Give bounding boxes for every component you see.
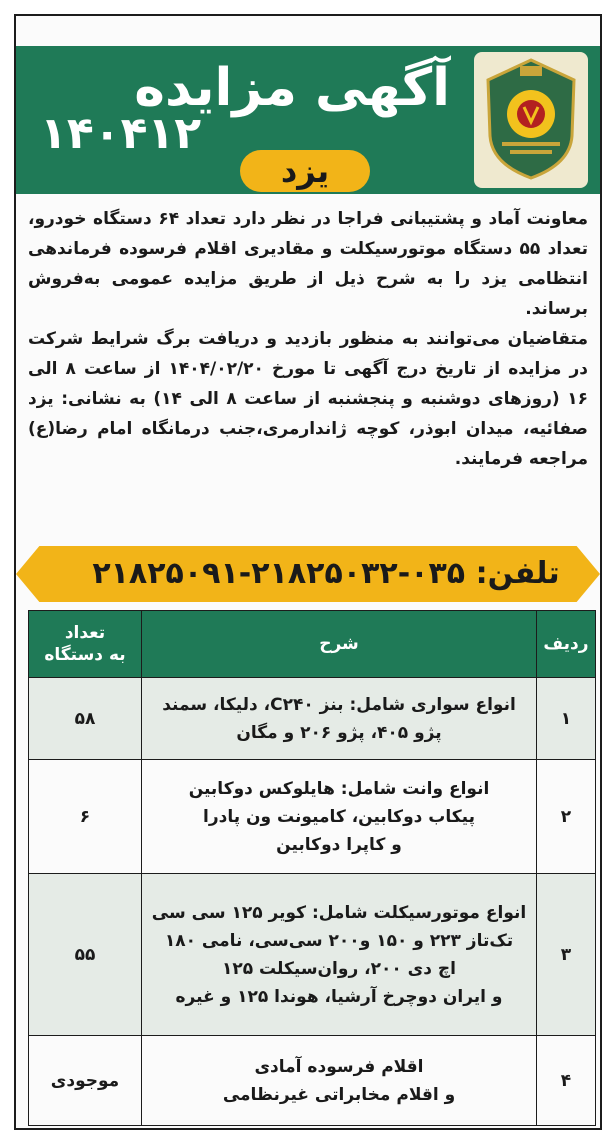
- description-line: اچ دی ۲۰۰، روان‌سیکلت ۱۲۵: [222, 958, 456, 979]
- row-description: [142, 874, 537, 1036]
- emblem-icon: [474, 52, 588, 188]
- paragraph-visit-info: متقاضیان می‌توانند به منظور بازدید و دریافت برگ شرایط شرکت در مزایده از تاریخ درج آگهی تا مورخ ۱۴۰۴/۰۲/۲۰ از ساعت ۸ الی ۱۶ (روزهای دوشنبه و پنجشنبه از ساعت ۸ الی ۱۴) به نشانی: یزد صفائیه، میدان ابوذر، کوچه ژاندارمری،جنب درمانگاه امام رضا(ع) مراجعه فرمایند.: [28, 329, 588, 469]
- table-row: [29, 1036, 596, 1126]
- header-count-line1: تعداد: [64, 623, 106, 643]
- row-description: [142, 760, 537, 874]
- description-line: انواع سواری شامل: بنز C۲۴۰، دلیکا، سمند: [162, 694, 516, 715]
- phone-label: تلفن:: [475, 556, 560, 591]
- ad-number: ۱۴۰۴۱۲: [40, 108, 202, 159]
- police-emblem-logo: [474, 52, 588, 188]
- phone-numbers: ۰۳۵-۲۱۸۲۵۰۳۲-۲۱۸۲۵۰۹۱: [92, 556, 466, 591]
- description-line: انواع موتورسیکلت شامل: کویر ۱۲۵ سی سی: [151, 902, 527, 923]
- row-index: ۴: [537, 1036, 596, 1126]
- header-index: ردیف: [537, 611, 596, 678]
- table-row: [29, 760, 596, 874]
- items-table: [28, 610, 596, 1126]
- header-count: [29, 611, 142, 678]
- description-line: اقلام فرسوده آمادی: [254, 1056, 424, 1077]
- city-tag: یزد: [240, 150, 370, 192]
- row-count: موجودی: [29, 1036, 142, 1126]
- row-index: ۲: [537, 760, 596, 874]
- header-description: شرح: [142, 611, 537, 678]
- description-line: و ایران دوچرخ آرشیا، هوندا ۱۲۵ و غیره: [175, 986, 503, 1007]
- description-line: پژو ۴۰۵، پژو ۲۰۶ و مگان: [236, 722, 442, 743]
- row-index: ۳: [537, 874, 596, 1036]
- description-line: پیکاب دوکابین، کامیونت ون پادرا: [203, 806, 475, 827]
- row-count: ۵۵: [29, 874, 142, 1036]
- phone-bar: [16, 546, 600, 602]
- table-row: [29, 874, 596, 1036]
- ad-title: آگهی مزایده: [134, 58, 450, 118]
- row-count: ۵۸: [29, 678, 142, 760]
- table-row: [29, 678, 596, 760]
- paragraph-intro: معاونت آماد و پشتیبانی فراجا در نظر دارد تعداد ۶۴ دستگاه خودرو، تعداد ۵۵ دستگاه موتورسیکلت و مقادیری اقلام فرسوده فرماندهی انتظامی یزد را به شرح ذیل از طریق مزایده عمومی به‌فروش برساند.: [28, 209, 588, 319]
- description-line: و اقلام مخابراتی غیرنظامی: [222, 1084, 456, 1105]
- row-description: [142, 1036, 537, 1126]
- phone-text: [76, 552, 576, 596]
- table-header-row: [29, 611, 596, 678]
- header-count-line2: به دستگاه: [44, 645, 126, 665]
- description-line: انواع وانت شامل: هایلوکس دوکابین: [188, 778, 490, 799]
- row-index: ۱: [537, 678, 596, 760]
- description-line: و کاپرا دوکابین: [276, 834, 402, 855]
- description-line: تک‌تاز ۲۲۳ و ۱۵۰ و۲۰۰ سی‌سی، نامی ۱۸۰: [164, 930, 514, 951]
- row-count: ۶: [29, 760, 142, 874]
- ad-body-text: [28, 204, 588, 474]
- row-description: [142, 678, 537, 760]
